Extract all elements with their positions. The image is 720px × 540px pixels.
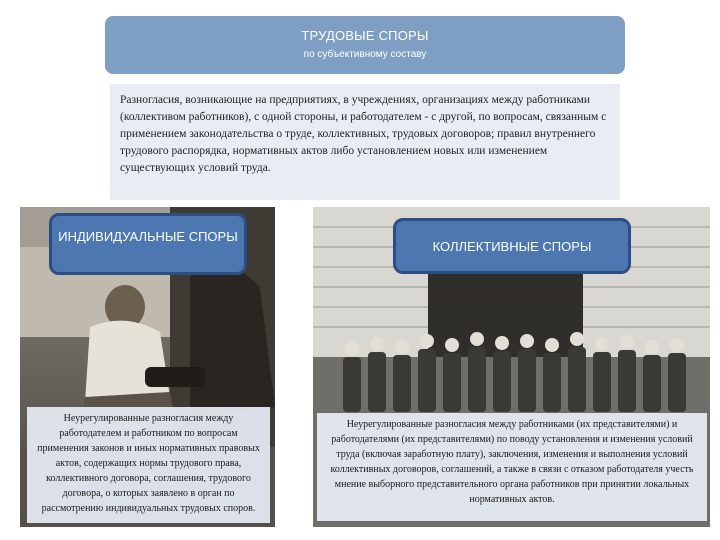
collective-disputes-text: Неурегулированные разногласия между работниками (их представителями) и работодателями (их представителями) по поводу установления и изменения условий труда (включая заработную плату), заключения, изменения и выполнения условий коллективных договоров, соглашений, а также в связи с отказом работодателя учесть мнение выборного представительного органа работников при принятии локальных нормативных актов.: [317, 413, 707, 521]
collective-disputes-box: КОЛЛЕКТИВНЫЕ СПОРЫ: [393, 218, 631, 274]
header-banner: [105, 16, 625, 74]
individual-disputes-text: Неурегулированные разногласия между работодателем и работником по вопросам применения законов и иных нормативных правовых актов, содержащих нормы трудового права, коллективного договора, соглашения, трудового договора, о которых заявлено в орган по рассмотрению индивидуальных трудовых споров.: [27, 407, 270, 523]
page-subtitle: по субъективному составу: [303, 49, 427, 60]
individual-disputes-box: ИНДИВИДУАЛЬНЫЕ СПОРЫ: [49, 213, 247, 275]
page-title: ТРУДОВЫЕ СПОРЫ: [301, 28, 429, 43]
definition-text: Разногласия, возникающие на предприятиях, в учреждениях, организациях между работниками (коллективом работников), с одной стороны, и работодателем - с другой, по вопросам, связанным с применением законодательства о труде, коллективных, трудовых договоров; правил внутреннего трудового распорядка, нормативных актов либо установлением новых или изменением существующих условий труда.: [110, 84, 620, 200]
